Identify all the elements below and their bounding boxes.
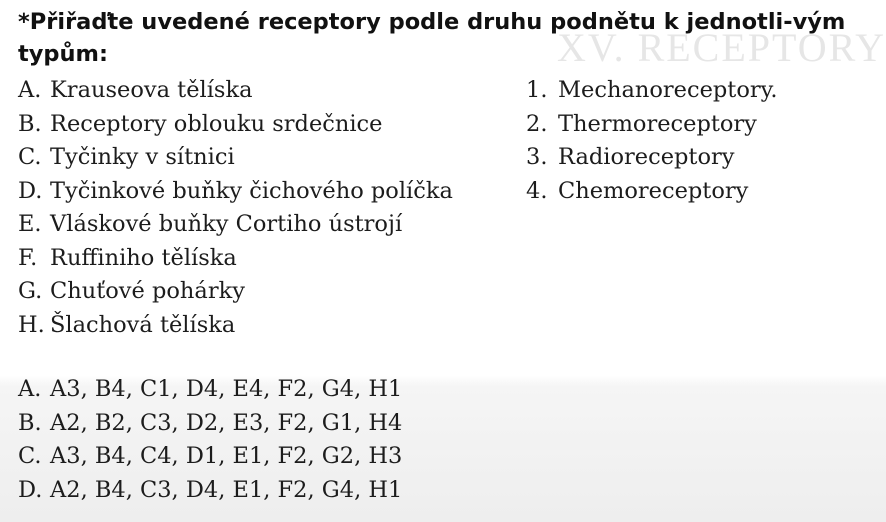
answer-option xyxy=(18,373,402,407)
answer-text: A2, B4, C3, D4, E1, F2, G4, H1 xyxy=(50,476,403,503)
item-text: Receptory oblouku srdečnice xyxy=(50,110,383,137)
question-text: *Přiřaďte uvedené receptory podle druhu podnětu k jednotli-vým typům: xyxy=(18,9,846,67)
type-key: 1. xyxy=(526,77,548,103)
type-text: Chemoreceptory xyxy=(558,177,749,204)
item-text: Chuťové pohárky xyxy=(50,278,245,304)
item-text: Šlachová tělíska xyxy=(50,311,236,338)
type-key: 4. xyxy=(526,177,548,204)
item-key: B. xyxy=(18,110,42,137)
type-text: Radioreceptory xyxy=(558,144,735,170)
item-key: A. xyxy=(18,77,42,103)
list-item xyxy=(526,141,778,175)
answer-text: A2, B2, C3, D2, E3, F2, G1, H4 xyxy=(50,409,403,436)
list-item xyxy=(18,141,453,175)
receptor-type-list xyxy=(526,74,778,208)
type-key: 3. xyxy=(526,144,548,170)
answer-options xyxy=(18,373,402,507)
item-text: Vláskové buňky Cortiho ústrojí xyxy=(50,211,403,237)
answer-key: C. xyxy=(18,443,42,469)
list-item xyxy=(18,208,453,242)
list-item xyxy=(18,309,453,343)
item-text: Tyčinky v sítnici xyxy=(50,144,235,170)
list-item xyxy=(526,74,778,108)
item-text: Ruffiniho tělíska xyxy=(50,244,237,271)
type-text: Mechanoreceptory. xyxy=(558,77,778,103)
item-key: F. xyxy=(18,244,38,271)
receptor-list xyxy=(18,74,453,342)
answer-key: D. xyxy=(18,476,43,503)
item-key: E. xyxy=(18,211,42,237)
item-text: Tyčinkové buňky čichového políčka xyxy=(50,177,453,204)
answer-text: A3, B4, C1, D4, E4, F2, G4, H1 xyxy=(50,376,403,402)
answer-key: B. xyxy=(18,409,42,436)
answer-option xyxy=(18,407,402,441)
type-key: 2. xyxy=(526,110,548,137)
list-item xyxy=(18,275,453,309)
list-item xyxy=(526,175,778,209)
item-text: Krauseova tělíska xyxy=(50,77,253,103)
list-item xyxy=(18,74,453,108)
list-item xyxy=(526,108,778,142)
page-header-watermark: XV. RECEPTORY xyxy=(556,25,886,70)
item-key: D. xyxy=(18,177,43,204)
answer-text: A3, B4, C4, D1, E1, F2, G2, H3 xyxy=(50,443,403,469)
answer-option xyxy=(18,474,402,508)
list-item xyxy=(18,108,453,142)
list-item xyxy=(18,175,453,209)
list-item xyxy=(18,242,453,276)
answer-option xyxy=(18,440,402,474)
type-text: Thermoreceptory xyxy=(558,110,757,137)
answer-key: A. xyxy=(18,376,42,402)
item-key: C. xyxy=(18,144,42,170)
item-key: G. xyxy=(18,278,43,304)
item-key: H. xyxy=(18,311,45,338)
